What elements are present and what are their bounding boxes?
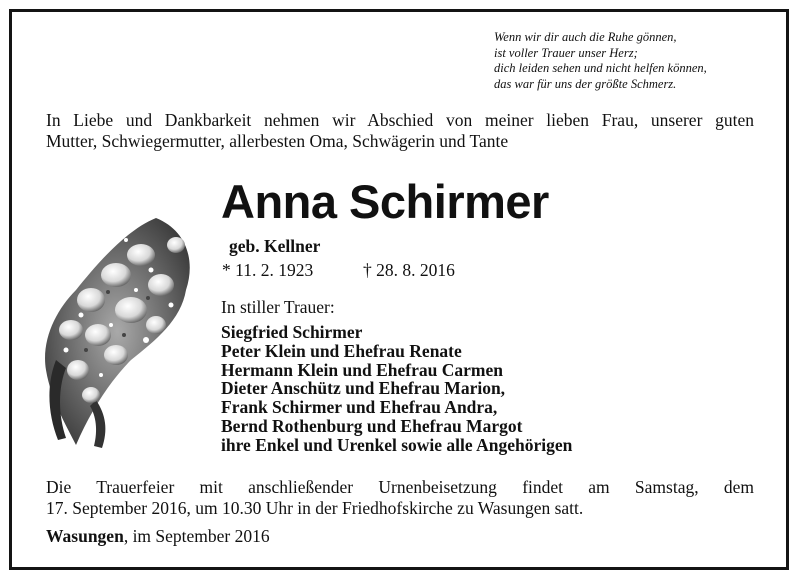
- intro-line: Mutter, Schwiegermutter, allerbesten Oma, Schwägerin und Tante: [46, 131, 509, 151]
- signoff-place: Wasungen: [46, 526, 124, 546]
- poem: [494, 30, 784, 92]
- mourners-list: [221, 323, 572, 455]
- poem-line: dich leiden sehen und nicht helfen können,: [494, 61, 707, 75]
- deceased-name: Anna Schirmer: [221, 175, 549, 228]
- mourning-label: In stiller Trauer:: [221, 297, 335, 317]
- mourner-item: ihre Enkel und Urenkel sowie alle Angehörigen: [221, 434, 573, 455]
- ceremony-text: [46, 477, 754, 519]
- intro-line: In Liebe und Dankbarkeit nehmen wir Abschied von meiner lieben Frau, unserer guten: [46, 110, 754, 130]
- mourner-item: Peter Klein und Ehefrau Renate: [221, 340, 462, 361]
- flower-bouquet-icon: [36, 210, 206, 450]
- poem-line: ist voller Trauer unser Herz;: [494, 45, 638, 60]
- mourner-item: Frank Schirmer und Ehefrau Andra,: [221, 397, 498, 418]
- signoff: [46, 526, 270, 547]
- signoff-date: , im September 2016: [123, 526, 270, 546]
- death-date: † 28. 8. 2016: [363, 260, 455, 280]
- maiden-name: geb. Kellner: [229, 236, 321, 256]
- birth-date: * 11. 2. 1923: [222, 260, 314, 280]
- mourner-item: Dieter Anschütz und Ehefrau Marion,: [221, 378, 506, 399]
- ceremony-line: Die Trauerfeier mit anschließender Urnenbeisetzung findet am Samstag, dem: [46, 477, 754, 497]
- poem-line: Wenn wir dir auch die Ruhe gönnen,: [494, 30, 677, 44]
- mourner-item: Bernd Rothenburg und Ehefrau Margot: [221, 415, 523, 436]
- mourner-item: Hermann Klein und Ehefrau Carmen: [221, 359, 503, 380]
- ceremony-line: 17. September 2016, um 10.30 Uhr in der Friedhofskirche zu Wasungen satt.: [46, 498, 584, 518]
- poem-line: das war für uns der größte Schmerz.: [494, 76, 677, 91]
- mourner-item: Siegfried Schirmer: [221, 322, 363, 342]
- intro-text: [46, 110, 754, 152]
